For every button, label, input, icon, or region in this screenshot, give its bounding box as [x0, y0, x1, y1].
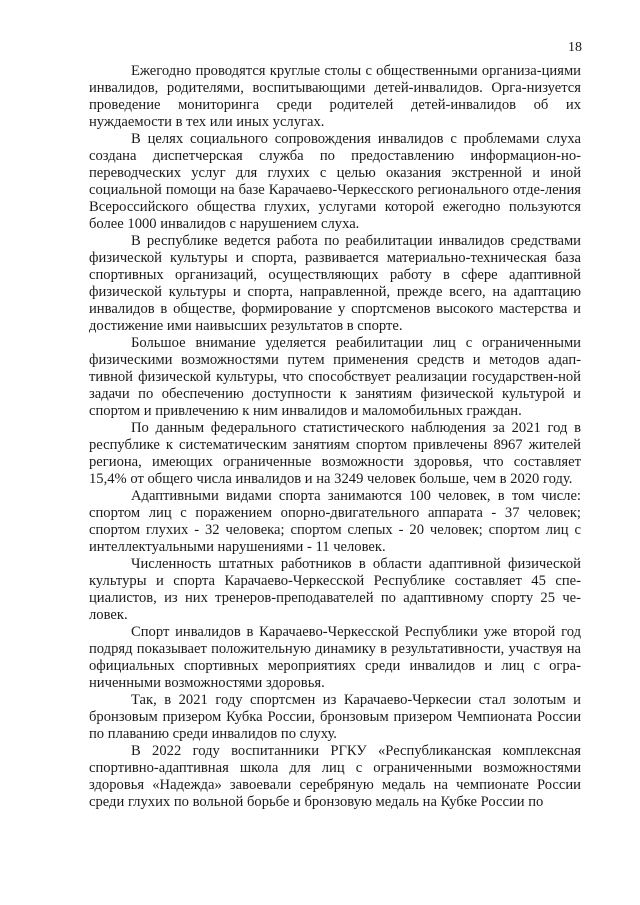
paragraph-nadezhda-2022: В 2022 году воспитанники РГКУ «Республиканская комплексная спортивно-адаптивная школа для лиц с ограниченными возможностями здоровья «Надежда» завоевали серебряную медаль на чемпионате России среди глухих по вольной борьбе и бронзовую медаль на Кубке России по [89, 743, 581, 810]
paragraph-cup-results-2021: Так, в 2021 году спортсмен из Карачаево-Черкесии стал золотым и бронзовым призером Кубка России, бронзовым призером Чемпионата России по плаванию среди инвалидов по слуху. [89, 692, 581, 742]
paragraph-roundtables: Ежегодно проводятся круглые столы с общественными организа-циями инвалидов, родителями, воспитывающими детей-инвалидов. Орга-низуется проведение мониторинга среди родителей детей-инвалидов об их нуждаемости в тех или иных услугах. [89, 63, 581, 130]
paragraph-adaptive-sports-counts: Адаптивными видами спорта занимаются 100 человек, в том числе: спортом лиц с поражением опорно-двигательного аппарата - 37 человек; спортом глухих - 32 человека; спортом слепых - 20 человек; спортом лиц с интеллектуальными нарушениями - 11 человек. [89, 488, 581, 555]
paragraph-positive-dynamics: Спорт инвалидов в Карачаево-Черкесской Республики уже второй год подряд показывает положительную динамику в результативности, участвуя на официальных спортивных мероприятиях среди инвалидов и лиц с огра-ниченными возможностями здоровья. [89, 624, 581, 691]
paragraph-adaptive-culture: Большое внимание уделяется реабилитации лиц с ограниченными физическими возможностями путем применения средств и методов адап-тивной физической культуры, что способствует реализации государствен-ной задачи по обеспечению доступности к занятиям физической культурой и спортом и привлечению к ним инвалидов и маломобильных граждан. [89, 335, 581, 419]
document-body [89, 63, 581, 811]
page-number: 18 [568, 40, 582, 55]
paragraph-statistics-2021: По данным федерального статистического наблюдения за 2021 год в республике к систематическим занятиям спортом привлечены 8967 жителей региона, имеющих ограниченные возможности здоровья, что составляет 15,4% от общего числа инвалидов и на 3249 человек больше, чем в 2020 году. [89, 420, 581, 487]
paragraph-dispatch-service: В целях социального сопровождения инвалидов с проблемами слуха создана диспетчерская служба по предоставлению информацион-но-переводческих услуг для глухих с целью оказания экстренной и иной социальной помощи на базе Карачаево-Черкесского регионального отде-ления Всероссийского общества глухих, услугами которой ежегодно пользуются более 1000 инвалидов с нарушением слуха. [89, 131, 581, 232]
paragraph-rehabilitation-sport: В республике ведется работа по реабилитации инвалидов средствами физической культуры и спорта, развивается материально-техническая база спортивных организаций, осуществляющих работу в сфере адаптивной физической культуры и спорта, направленной, прежде всего, на адаптацию инвалидов в обществе, формирование у спортсменов высокого мастерства и достижение ими наивысших результатов в спорте. [89, 233, 581, 334]
paragraph-staff-numbers: Численность штатных работников в области адаптивной физической культуры и спорта Карачаево-Черкесской Республике составляет 45 спе-циалистов, из них тренеров-преподавателей по адаптивному спорту 25 че-ловек. [89, 556, 581, 623]
